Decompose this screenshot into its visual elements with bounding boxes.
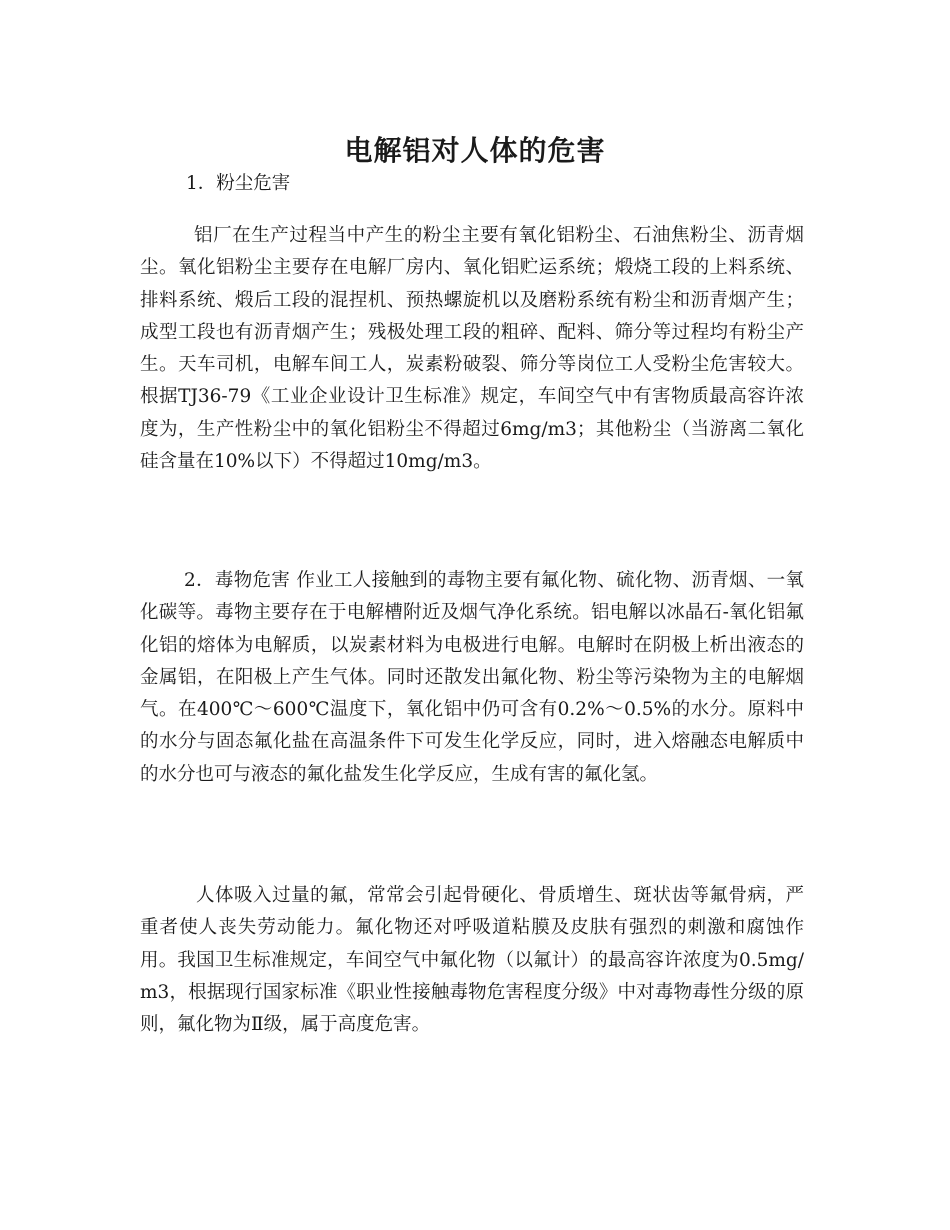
paragraph-fluoride-effects: 人体吸入过量的氟，常常会引起骨硬化、骨质增生、斑状齿等氟骨病，严重者使人丧失劳动能力。氟化物还对呼吸道粘膜及皮肤有强烈的刺激和腐蚀作用。我国卫生标准规定，车间空气中氟化物（以氟计）的最高容许浓度为0.5mg/m3，根据现行国家标准《职业性接触毒物危害程度分级》中对毒物毒性分级的原则，氟化物为Ⅱ级，属于高度危害。 <box>140 885 804 1036</box>
document-title: 电解铝对人体的危害 <box>344 133 606 167</box>
paragraph-dust-hazard: 铝厂在生产过程当中产生的粉尘主要有氧化铝粉尘、石油焦粉尘、沥青烟尘。氧化铝粉尘主要存在电解厂房内、氧化铝贮运系统；煅烧工段的上料系统、排料系统、煅后工段的混捏机、预热螺旋机以及磨粉系统有粉尘和沥青烟产生；成型工段也有沥青烟产生；残极处理工段的粗碎、配料、筛分等过程均有粉尘产生。天车司机，电解车间工人，炭素粉破裂、筛分等岗位工人受粉尘危害较大。根据TJ36-79《工业企业设计卫生标准》规定，车间空气中有害物质最高容许浓度为，生产性粉尘中的氧化铝粉尘不得超过6mg/m3；其他粉尘（当游离二氧化硅含量在10%以下）不得超过10mg/m3。 <box>140 225 804 473</box>
paragraph-toxic-hazard: 2．毒物危害 作业工人接触到的毒物主要有氟化物、硫化物、沥青烟、一氧化碳等。毒物主要存在于电解槽附近及烟气净化系统。铝电解以冰晶石-氧化铝氟化铝的熔体为电解质，以炭素材料为电极进行电解。电解时在阴极上析出液态的金属铝，在阳极上产生气体。同时还散发出氟化物、粉尘等污染物为主的电解烟气。在400℃～600℃温度下，氧化铝中仍可含有0.2%～0.5%的水分。原料中的水分与固态氟化盐在高温条件下可发生化学反应，同时，进入熔融态电解质中的水分也可与液态的氟化盐发生化学反应，生成有害的氟化氢。 <box>140 570 804 785</box>
section-heading-dust: 1．粉尘危害 <box>186 173 291 194</box>
